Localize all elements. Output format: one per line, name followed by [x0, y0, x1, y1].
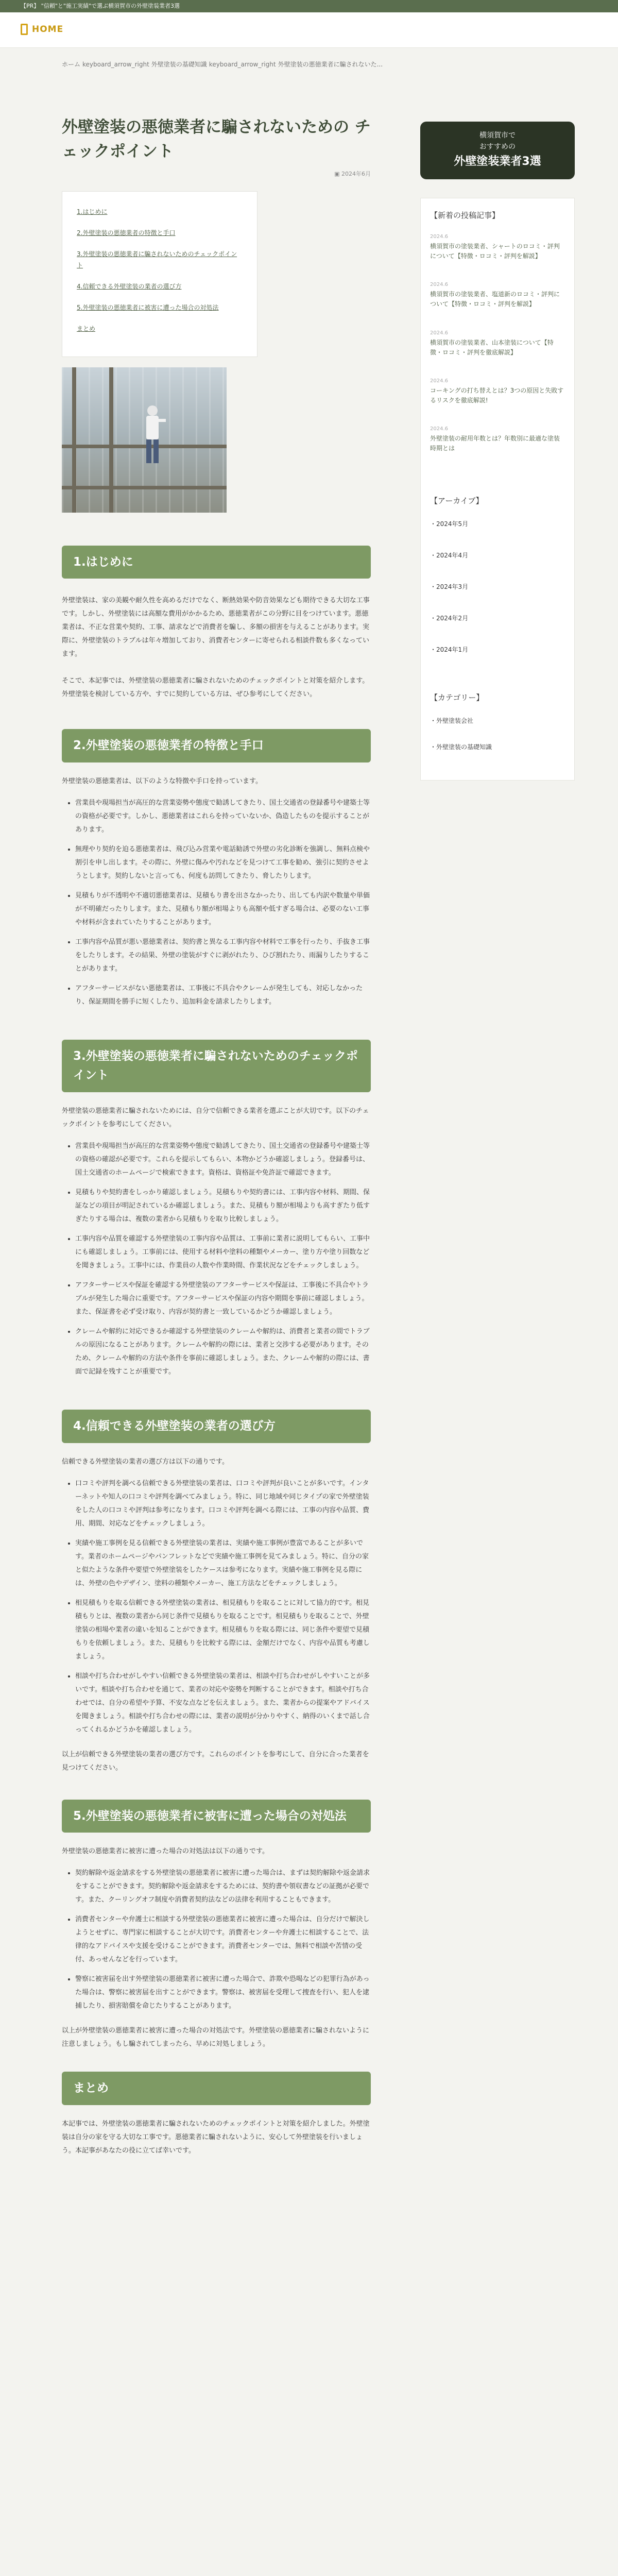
section-heading-how-to-choose: 4.信頼できる外壁塗装の業者の選び方 — [62, 1410, 371, 1443]
recent-post-title[interactable]: コーキングの打ち替えとは？3つの原因と失敗するリスクを徹底解説! — [430, 386, 564, 404]
widget-title: 【カテゴリー】 — [430, 692, 484, 702]
archive-link[interactable]: ・2024年5月 — [430, 520, 469, 528]
recent-post-item[interactable] — [430, 234, 565, 261]
cta-line-3: 外壁塗装業者3選 — [454, 155, 541, 168]
scaffold-plank — [62, 486, 227, 489]
breadcrumb-home[interactable]: ホーム — [62, 61, 81, 68]
breadcrumb-current: 外壁塗装の悪徳業者に騙されないた... — [278, 61, 383, 68]
widget-title: 【アーカイブ】 — [430, 496, 484, 505]
archive-label[interactable]: 2024年4月 — [436, 551, 469, 559]
list-item: • 口コミや評判を調べる信頼できる外壁塗装の業者は、口コミや評判が良いことが多いです。インターネットや知人の口コミや評判を調べてみましょう。特に、同じ地域や同じタイプの家で外壁塗装をした人の口コミや評判は参考になります。口コミや評判を調べる際には、工事の内容や品質、費用、期間、対応などをチェックしましょう。 — [75, 1477, 371, 1531]
chevron-right-icon: keyboard_arrow_right — [209, 60, 276, 68]
section-paragraph: そこで、本記事では、外壁塗装の悪徳業者に騙されないためのチェックポイントと対策を紹介します。外壁塗装を検討している方や、すでに契約している方は、ぜひ参考にしてください。 — [62, 677, 369, 699]
sidebar-cta-button[interactable] — [420, 122, 575, 179]
section-paragraph: 外壁塗装の悪徳業者に被害に遭った場合の対処法は以下の通りです。 — [62, 1848, 269, 1856]
recent-post-item[interactable] — [430, 426, 565, 453]
list-item: • 工事内容や品質を確認する外壁塗装の工事内容や品質は、工事前に業者に説明してもらい、工事中にも確認しましょう。工事前には、使用する材料や塗料の種類やメーカー、塗り方や塗り回数などを聞きましょう。工事中には、作業員の人数や作業時間、作業状況などをチェックしましょう。 — [75, 1232, 371, 1273]
archive-label[interactable]: 2024年3月 — [436, 583, 469, 590]
post-date-text: 2024年6月 — [341, 171, 371, 177]
hero-image-worker-painting — [62, 367, 227, 513]
list-item: • 消費者センターや弁護士に相談する外壁塗装の悪徳業者に被害に遭った場合は、自分だけで解決しようとせずに、専門家に相談することが大切です。消費者センターや弁護士に相談することで、法律的なアドバイスや支援を受けることができます。消費者センターでは、無料で相談や苦情の受付、あっせんなどを行っています。 — [75, 1913, 371, 1967]
list-item: • 営業員や現場担当が高圧的な営業姿勢や態度で勧誘してきたり、国土交通省の登録番号や建築士等の資格が必要です。しかし、悪徳業者はこれらを持っていないか、偽造したものを提示することがあります。 — [75, 796, 371, 837]
recent-post-title[interactable]: 横須賀市の塗装業者、塩道新のロコミ・評判について【特徴・ロコミ・評判を解説】 — [430, 291, 560, 308]
section-paragraph: 外壁塗装は、家の美観や耐久性を高めるだけでなく、断熱効果や防音効果なども期待できる大切な工事です。しかし、外壁塗装には高額な費用がかかるため、悪徳業者がこの分野に目をつけています。悪徳業者は、不正な営業や契約、工事、請求などで消費者を騙し、多額の損害を与えることがあります。実際に、外壁塗装のトラブルは年々増加しており、消費者センターに寄せられる相談件数も多くなっています。 — [62, 597, 370, 658]
list-item: • 見積もりが不透明や不適切悪徳業者は、見積もり書を出さなかったり、出しても内訳や数量や単価が不明確だったりします。また、見積もり額が相場よりも高額や低すぎる場合は、必要のない工事や材料が含まれていたりすることがあります。 — [75, 889, 371, 929]
list-item: • 実績や施工事例を見る信頼できる外壁塗装の業者は、実績や施工事例が豊富であることが多いです。業者のホームページやパンフレットなどで実績や施工事例を見てみましょう。特に、自分の家と似たような条件や要望で外壁塗装をしたケースは参考になります。実績や施工事例を見る際には、外壁の色やデザイン、塗料の種類やメーカー、施工方法などをチェックしましょう。 — [75, 1537, 371, 1590]
archive-label[interactable]: 2024年5月 — [436, 520, 469, 528]
top-announcement-bar — [0, 0, 618, 12]
category-link[interactable]: ・外壁塗装会社 — [430, 717, 474, 724]
recent-post-date: 2024.6 — [430, 282, 448, 288]
worker-figure — [139, 403, 166, 465]
section-heading-remedies: 5.外壁塗装の悪徳業者に被害に遭った場合の対処法 — [62, 1800, 371, 1833]
site-header — [0, 12, 618, 48]
category-label[interactable]: 外壁塗装会社 — [436, 717, 474, 724]
sidebar — [420, 122, 575, 781]
toc-item[interactable]: 2.外壁塗装の悪徳業者の特徴と手口 — [77, 229, 176, 236]
recent-posts-widget — [420, 198, 575, 781]
toc-item[interactable]: 5.外壁塗装の悪徳業者に被害に遭った場合の対処法 — [77, 303, 219, 311]
scaffold-pole — [72, 367, 76, 513]
section-heading-summary: まとめ — [62, 2072, 371, 2105]
site-logo[interactable] — [21, 24, 63, 35]
category-link[interactable]: ・外壁塗装の基礎知識 — [430, 743, 492, 751]
recent-post-item[interactable] — [430, 378, 565, 405]
recent-post-date: 2024.6 — [430, 426, 448, 432]
section-paragraph: 以上が外壁塗装の悪徳業者に被害に遭った場合の対処法です。外壁塗装の悪徳業者に騙されないように注意しましょう。もし騙されてしまったら、早めに対処しましょう。 — [62, 2027, 369, 2048]
recent-post-title[interactable]: 外壁塗装の耐用年数とは？年数別に最適な塗装時期とは — [430, 435, 560, 452]
section-heading-intro: 1.はじめに — [62, 546, 371, 579]
bullet-list — [62, 1140, 371, 1379]
section-paragraph: 信頼できる外壁塗装の業者の選び方は以下の通りです。 — [62, 1458, 229, 1466]
list-item: • 無理やり契約を迫る悪徳業者は、飛び込み営業や電話勧誘で外壁の劣化診断を強調し、無料点検や割引を申し出します。その際に、外壁に傷みや汚れなどを見つけて工事を勧め、強引に契約させようとします。契約しないと言っても、何度も訪問してきたり、脅したりします。 — [75, 843, 371, 883]
toc-item[interactable]: 3.外壁塗装の悪徳業者に騙されないためのチェックポイント — [77, 250, 237, 269]
recent-post-title[interactable]: 横須賀市の塗装業者、シャートのロコミ・評判について【特徴・ロコミ・評判を解説】 — [430, 242, 560, 260]
list-item: • クレームや解約に対応できるか確認する外壁塗装のクレームや解約は、消費者と業者の間でトラブルの原因になることがあります。クレームや解約の際には、業者と交渉する必要があります。そのため、クレームや解約の方法や条件を事前に確認しましょう。また、クレームや解約の際には、書面で記録を残すことが重要です。 — [75, 1325, 371, 1379]
recent-post-date: 2024.6 — [430, 330, 448, 336]
table-of-contents — [62, 191, 258, 357]
scaffold-pole — [109, 367, 113, 513]
main-content — [62, 93, 371, 2158]
list-item: • 相見積もりを取る信頼できる外壁塗装の業者は、相見積もりを取ることに対して協力的です。相見積もりとは、複数の業者から同じ条件で見積もりを取ることです。相見積もりを取ることで、外壁塗装の相場や業者の違いを知ることができます。相見積もりを取る際には、同じ条件や要望で見積もりを依頼しましょう。また、見積もりを比較する際には、金額だけでなく、内容や品質も考慮しましょう。 — [75, 1597, 371, 1664]
section-paragraph: 以上が信頼できる外壁塗装の業者の選び方です。これらのポイントを参考にして、自分に合った業者を見つけてください。 — [62, 1750, 369, 1772]
toc-item[interactable]: 4.信頼できる外壁塗装の業者の選び方 — [77, 283, 182, 291]
logo-mark-icon — [21, 24, 28, 35]
toc-item[interactable]: 1.はじめに — [77, 208, 108, 215]
list-item: • 警察に被害届を出す外壁塗装の悪徳業者に被害に遭った場合で、詐欺や恐喝などの犯罪行為があった場合は、警察に被害届を出すことができます。警察は、被害届を受理して捜査を行い、犯人を逮捕したり、損害賠償を命じたりすることがあります。 — [75, 1973, 371, 2013]
bullet-list — [62, 1867, 371, 2013]
bullet-list — [62, 796, 371, 1009]
recent-post-item[interactable] — [430, 330, 565, 358]
list-item: • 営業員や現場担当が高圧的な営業姿勢や態度で勧誘してきたり、国土交通省の登録番号や建築士等の資格の確認が必要です。これらを提示してもらい、本物かどうか確認しましょう。登録番号は、国土交通省のホームページで検索できます。資格は、資格証や免許証で確認できます。 — [75, 1140, 371, 1180]
chevron-right-icon: keyboard_arrow_right — [82, 60, 149, 68]
list-item: • 相談や打ち合わせがしやすい信頼できる外壁塗装の業者は、相談や打ち合わせがしやすいことが多いです。相談や打ち合わせを通じて、業者の対応や姿勢を判断することができます。相談や打ち合わせでは、自分の希望や予算、不安な点などを伝えましょう。また、業者からの提案やアドバイスを聞きましょう。相談や打ち合わせの際には、業者の説明が分かりやすく、納得のいくまで話し合ってくれるかどうかを確認しましょう。 — [75, 1670, 371, 1737]
list-item: • 工事内容や品質が悪い悪徳業者は、契約書と異なる工事内容や材料で工事を行ったり、手抜き工事をしたりします。その結果、外壁の塗装がすぐに剥がれたり、ひび割れたり、雨漏りしたりすることがあります。 — [75, 936, 371, 976]
bullet-list — [62, 1477, 371, 1737]
calendar-icon: ▣ — [334, 171, 341, 177]
toc-item[interactable]: まとめ — [77, 325, 96, 332]
section-heading-checkpoints: 3.外壁塗装の悪徳業者に騙されないためのチェックポイント — [62, 1040, 371, 1092]
widget-title: 【新着の投稿記事】 — [430, 210, 500, 220]
archive-link[interactable]: ・2024年1月 — [430, 646, 469, 653]
post-title: 外壁塗装の悪徳業者に騙されないための チェックポイント — [62, 118, 371, 161]
cta-line-1: 横須賀市で — [479, 131, 516, 140]
recent-post-title[interactable]: 横須賀市の塗装業者、山本塗装について【特徴・ロコミ・評判を徹底解説】 — [430, 338, 554, 356]
logo-text: HOME — [32, 24, 64, 35]
recent-post-date: 2024.6 — [430, 233, 448, 240]
section-paragraph: 本記事では、外壁塗装の悪徳業者に騙されないためのチェックポイントと対策を紹介しました。外壁塗装は自分の家を守る大切な工事です。悪徳業者に騙されないように、安心して外壁塗装を行いましょう。本記事があなたの役に立てば幸いです。 — [62, 2120, 370, 2155]
list-item: • アフターサービスや保証を確認する外壁塗装のアフターサービスや保証は、工事後に不具合やトラブルが発生した場合に重要です。アフターサービスや保証の内容や期間を事前に確認しましょう。また、保証書を必ず受け取り、内容が契約書と一致しているかどうか確認しましょう。 — [75, 1279, 371, 1319]
list-item: • 見積もりや契約書をしっかり確認しましょう。見積もりや契約書には、工事内容や材料、期間、保証などの項目が明記されているか確認しましょう。また、見積もり額が相場よりも高すぎたり低すぎたりする場合は、複数の業者から見積もりを取り比較しましょう。 — [75, 1186, 371, 1226]
post-date — [62, 170, 371, 178]
list-item: • アフターサービスがない悪徳業者は、工事後に不具合やクレームが発生しても、対応しなかったり、保証期間を勝手に短くしたり、追加料金を請求したりします。 — [75, 982, 371, 1009]
archive-link[interactable]: ・2024年3月 — [430, 583, 469, 590]
breadcrumb — [62, 60, 546, 69]
section-paragraph: 外壁塗装の悪徳業者に騙されないためには、自分で信頼できる業者を選ぶことが大切です。以下のチェックポイントを参考にしてください。 — [62, 1107, 369, 1128]
archive-label[interactable]: 2024年1月 — [436, 646, 469, 653]
recent-post-date: 2024.6 — [430, 378, 448, 384]
recent-post-item[interactable] — [430, 282, 565, 309]
section-heading-features: 2.外壁塗装の悪徳業者の特徴と手口 — [62, 729, 371, 762]
cta-line-2: おすすめの — [479, 143, 516, 151]
top-announcement-text: 【PR】 "信頼"と"施工実績"で選ぶ横須賀市の外壁塗装業者3選 — [21, 3, 180, 9]
list-item: • 契約解除や返金請求をする外壁塗装の悪徳業者に被害に遭った場合は、まずは契約解除や返金請求をすることができます。契約解除や返金請求をするためには、契約書や領収書などの証拠が必要です。また、クーリングオフ制度や消費者契約法などの法律を利用することもできます。 — [75, 1867, 371, 1907]
category-label[interactable]: 外壁塗装の基礎知識 — [436, 743, 492, 751]
archive-link[interactable]: ・2024年2月 — [430, 614, 469, 622]
section-paragraph: 外壁塗装の悪徳業者は、以下のような特徴や手口を持っています。 — [62, 777, 262, 786]
archive-link[interactable]: ・2024年4月 — [430, 551, 469, 559]
archive-label[interactable]: 2024年2月 — [436, 614, 469, 622]
breadcrumb-category[interactable]: 外壁塗装の基礎知識 — [151, 61, 207, 68]
